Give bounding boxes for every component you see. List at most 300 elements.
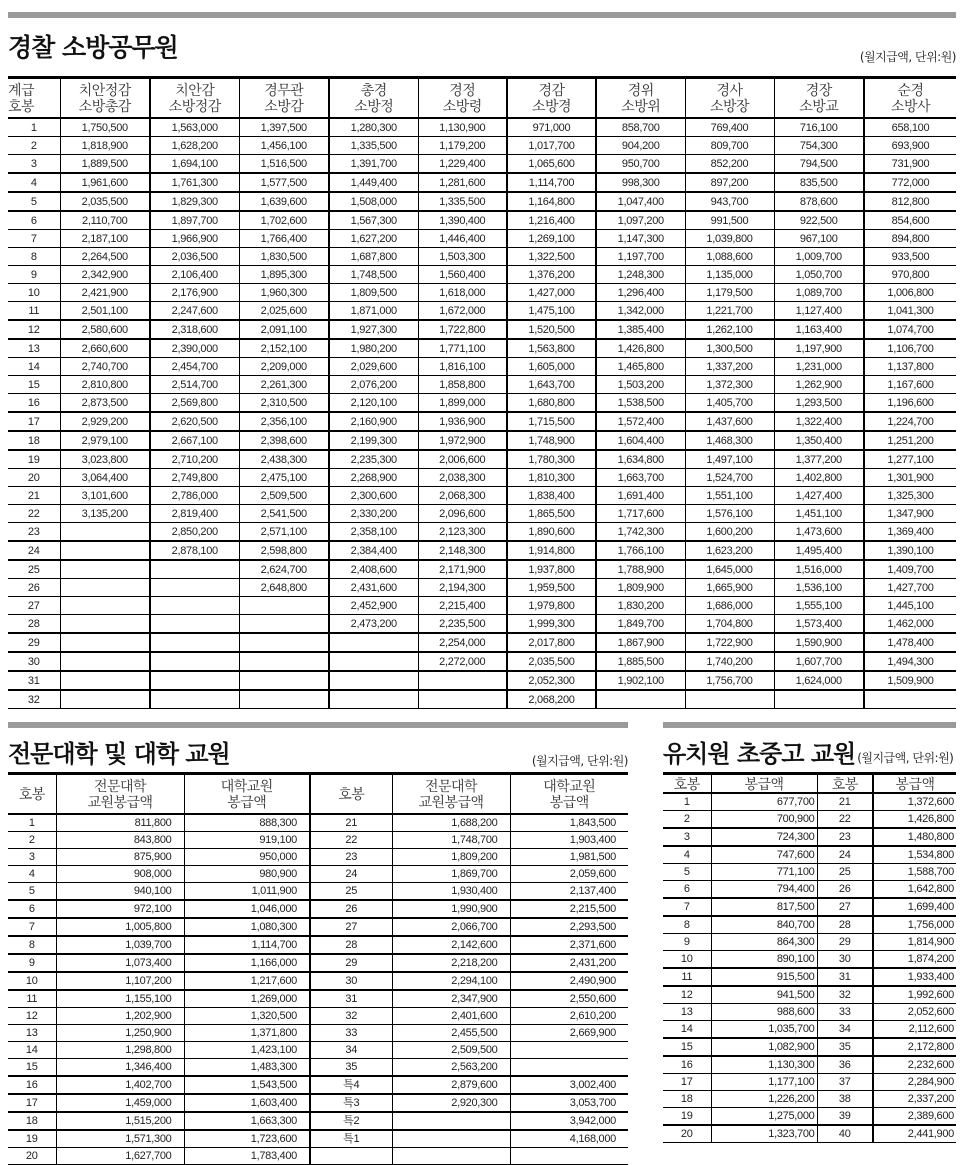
column-header: 호봉 [817, 774, 873, 794]
step-cell: 2 [663, 811, 711, 829]
column-header-line: 전문대학 [424, 778, 478, 794]
salary-cell: 2,873,500 [60, 394, 150, 413]
salary-cell: 2,059,600 [510, 866, 628, 883]
step-cell: 23 [817, 828, 873, 846]
salary-cell: 1,293,500 [774, 394, 864, 413]
table-row [663, 1125, 956, 1143]
salary-cell: 1,783,400 [184, 1148, 310, 1165]
salary-cell [239, 652, 329, 671]
table-row [8, 900, 628, 918]
salary-cell [329, 671, 418, 690]
step-cell: 34 [310, 1042, 392, 1059]
salary-cell: 2,452,900 [329, 597, 418, 615]
column-header-line: 총경 [360, 82, 387, 98]
salary-cell: 2,648,800 [239, 579, 329, 597]
salary-cell: 1,494,300 [864, 652, 956, 671]
salary-cell: 904,200 [596, 137, 685, 155]
salary-cell [510, 1042, 628, 1059]
table-row [8, 1130, 628, 1148]
salary-cell: 1,269,000 [184, 990, 310, 1008]
salary-cell: 1,073,400 [56, 954, 184, 972]
salary-cell: 1,377,200 [774, 450, 864, 469]
salary-cell: 1,849,700 [596, 615, 685, 634]
salary-cell: 1,163,400 [774, 320, 864, 339]
salary-cell: 3,101,600 [60, 487, 150, 505]
table-row [8, 302, 956, 321]
table-header-row [663, 774, 956, 794]
column-header [60, 78, 150, 119]
salary-cell: 2,310,500 [239, 394, 329, 413]
salary-cell: 1,830,200 [596, 597, 685, 615]
step-cell: 17 [8, 412, 60, 431]
salary-cell: 991,500 [685, 211, 774, 230]
step-cell: 특2 [310, 1112, 392, 1130]
salary-cell [150, 671, 239, 690]
salary-cell: 1,226,200 [711, 1091, 817, 1108]
salary-cell: 1,147,300 [596, 230, 685, 248]
salary-cell: 1,177,100 [711, 1074, 817, 1091]
salary-cell: 1,347,900 [864, 505, 956, 523]
step-cell: 24 [310, 866, 392, 883]
salary-cell: 1,623,200 [685, 541, 774, 560]
salary-cell: 794,500 [774, 155, 864, 174]
unit-note: (월지급액, 단위:원) [857, 751, 954, 765]
table-row [8, 376, 956, 394]
salary-cell: 1,642,800 [873, 881, 956, 899]
step-cell: 5 [8, 192, 60, 211]
step-cell: 28 [817, 916, 873, 934]
salary-cell [60, 560, 150, 579]
step-cell: 13 [663, 1004, 711, 1021]
step-cell: 31 [8, 671, 60, 690]
salary-cell: 1,325,300 [864, 487, 956, 505]
salary-cell: 1,322,500 [507, 248, 596, 266]
salary-cell: 2,091,100 [239, 320, 329, 339]
salary-cell [239, 597, 329, 615]
column-header [184, 774, 310, 815]
salary-cell: 2,029,600 [329, 358, 418, 376]
salary-cell: 1,895,300 [239, 266, 329, 284]
step-cell: 17 [663, 1074, 711, 1091]
step-cell: 27 [310, 918, 392, 936]
salary-cell: 843,800 [56, 832, 184, 849]
salary-cell: 950,000 [184, 849, 310, 866]
step-cell: 16 [663, 1056, 711, 1074]
salary-cell: 1,088,600 [685, 248, 774, 266]
salary-cell: 2,356,100 [239, 412, 329, 431]
step-cell: 10 [663, 951, 711, 969]
column-header-line: 교원봉급액 [418, 794, 484, 810]
step-cell: 3 [8, 155, 60, 174]
salary-cell: 1,999,300 [507, 615, 596, 634]
salary-cell: 1,543,500 [184, 1076, 310, 1094]
salary-cell: 2,068,200 [507, 690, 596, 709]
table-row [663, 1108, 956, 1126]
salary-cell: 1,628,200 [150, 137, 239, 155]
step-cell: 4 [663, 846, 711, 864]
salary-cell: 1,588,700 [873, 864, 956, 881]
salary-cell: 2,112,600 [873, 1021, 956, 1039]
salary-cell: 1,750,500 [60, 118, 150, 137]
salary-cell: 1,981,500 [510, 849, 628, 866]
salary-cell: 2,318,600 [150, 320, 239, 339]
column-header-line: 치안정감 [78, 82, 131, 98]
step-cell: 19 [8, 1130, 56, 1148]
section-top-bar [663, 722, 956, 728]
step-cell: 31 [817, 968, 873, 986]
salary-cell: 769,400 [685, 118, 774, 137]
salary-cell: 2,979,100 [60, 431, 150, 450]
salary-cell: 933,500 [864, 248, 956, 266]
table-row [663, 1004, 956, 1021]
salary-cell [329, 690, 418, 709]
salary-cell: 1,600,200 [685, 523, 774, 542]
salary-cell: 1,516,500 [239, 155, 329, 174]
salary-cell: 2,749,800 [150, 469, 239, 487]
salary-cell: 2,120,100 [329, 394, 418, 413]
table-row [663, 1021, 956, 1039]
table-row [8, 358, 956, 376]
table-row [8, 814, 628, 832]
university-salary-table [8, 772, 628, 1165]
salary-cell: 1,296,400 [596, 284, 685, 302]
step-cell: 13 [8, 1025, 56, 1042]
salary-cell [60, 615, 150, 634]
step-cell: 22 [8, 505, 60, 523]
table-row [663, 793, 956, 811]
salary-cell [329, 633, 418, 652]
salary-cell: 2,347,900 [392, 990, 510, 1008]
salary-cell: 864,300 [711, 934, 817, 951]
step-cell: 12 [663, 986, 711, 1004]
salary-cell: 1,155,100 [56, 990, 184, 1008]
salary-cell: 2,215,400 [418, 597, 507, 615]
salary-cell: 724,300 [711, 828, 817, 846]
salary-cell: 1,691,400 [596, 487, 685, 505]
salary-cell [596, 690, 685, 709]
table-row [663, 811, 956, 829]
step-cell: 9 [663, 934, 711, 951]
salary-cell: 1,080,300 [184, 918, 310, 936]
salary-cell: 1,702,600 [239, 211, 329, 230]
salary-cell: 2,215,500 [510, 900, 628, 918]
salary-cell [60, 541, 150, 560]
table-row [8, 690, 956, 709]
step-cell: 29 [817, 934, 873, 951]
salary-cell: 1,508,000 [329, 192, 418, 211]
table-row [663, 828, 956, 846]
table-row [663, 986, 956, 1004]
salary-cell: 2,293,500 [510, 918, 628, 936]
salary-cell: 2,235,500 [418, 615, 507, 634]
salary-cell: 2,358,100 [329, 523, 418, 542]
step-cell: 28 [310, 936, 392, 954]
salary-cell: 2,106,400 [150, 266, 239, 284]
step-cell: 36 [817, 1056, 873, 1074]
step-cell: 1 [663, 793, 711, 811]
salary-cell: 817,500 [711, 898, 817, 916]
step-cell: 12 [8, 320, 60, 339]
salary-cell: 2,218,200 [392, 954, 510, 972]
salary-cell: 2,254,000 [418, 633, 507, 652]
step-cell: 4 [8, 866, 56, 883]
salary-cell: 1,680,800 [507, 394, 596, 413]
step-cell: 2 [8, 832, 56, 849]
salary-cell: 1,715,500 [507, 412, 596, 431]
salary-cell: 1,451,100 [774, 505, 864, 523]
salary-cell [239, 615, 329, 634]
salary-cell: 1,130,900 [418, 118, 507, 137]
column-header: 봉급액 [873, 774, 956, 794]
salary-cell: 1,475,100 [507, 302, 596, 321]
salary-cell: 1,391,700 [329, 155, 418, 174]
salary-cell: 1,788,900 [596, 560, 685, 579]
salary-cell: 2,441,900 [873, 1125, 956, 1143]
salary-cell: 2,509,500 [392, 1042, 510, 1059]
salary-cell: 998,300 [596, 173, 685, 192]
salary-cell: 1,563,000 [150, 118, 239, 137]
column-header: 봉급액 [711, 774, 817, 794]
column-header-line: 교원봉급액 [87, 794, 153, 810]
salary-cell: 2,624,700 [239, 560, 329, 579]
table-row [663, 1091, 956, 1108]
column-header-line: 치안감 [175, 82, 215, 98]
salary-cell [329, 652, 418, 671]
table-row [663, 864, 956, 881]
salary-cell: 2,052,300 [507, 671, 596, 690]
salary-cell: 2,384,400 [329, 541, 418, 560]
salary-cell: 772,000 [864, 173, 956, 192]
column-header-line: 대학교원 [220, 778, 273, 794]
salary-cell: 2,669,900 [510, 1025, 628, 1042]
salary-cell: 1,323,700 [711, 1125, 817, 1143]
salary-cell [60, 652, 150, 671]
table-row [8, 972, 628, 990]
column-header-line: 봉급액 [549, 794, 589, 810]
salary-cell: 1,376,200 [507, 266, 596, 284]
salary-cell: 1,603,400 [184, 1094, 310, 1112]
step-cell: 특3 [310, 1094, 392, 1112]
step-cell: 29 [8, 633, 60, 652]
step-cell: 24 [817, 846, 873, 864]
column-header-line: 소방교 [799, 98, 839, 114]
salary-cell: 1,196,600 [864, 394, 956, 413]
salary-cell: 1,722,900 [685, 633, 774, 652]
salary-cell: 2,232,600 [873, 1056, 956, 1074]
salary-cell: 2,035,500 [507, 652, 596, 671]
step-cell: 14 [663, 1021, 711, 1039]
salary-cell: 1,280,300 [329, 118, 418, 137]
section-top-bar [8, 722, 628, 728]
salary-cell: 2,337,200 [873, 1091, 956, 1108]
salary-cell: 716,100 [774, 118, 864, 137]
salary-cell: 2,620,500 [150, 412, 239, 431]
salary-cell: 1,202,900 [56, 1008, 184, 1025]
salary-cell: 1,269,100 [507, 230, 596, 248]
table-row [8, 487, 956, 505]
salary-cell: 1,509,900 [864, 671, 956, 690]
school-salary-table [663, 772, 956, 1143]
salary-cell: 1,301,900 [864, 469, 956, 487]
salary-cell: 1,838,400 [507, 487, 596, 505]
column-header [8, 774, 56, 815]
salary-cell: 1,810,300 [507, 469, 596, 487]
salary-cell: 1,871,000 [329, 302, 418, 321]
step-cell: 11 [8, 302, 60, 321]
table-row [8, 883, 628, 901]
salary-cell: 1,960,300 [239, 284, 329, 302]
step-cell: 4 [8, 173, 60, 192]
step-cell: 6 [663, 881, 711, 899]
salary-cell: 2,300,600 [329, 487, 418, 505]
salary-cell [60, 671, 150, 690]
salary-cell: 1,320,500 [184, 1008, 310, 1025]
salary-cell: 840,700 [711, 916, 817, 934]
step-cell: 8 [663, 916, 711, 934]
salary-cell: 1,107,200 [56, 972, 184, 990]
salary-cell: 1,686,000 [685, 597, 774, 615]
salary-cell: 1,017,700 [507, 137, 596, 155]
salary-cell: 1,427,400 [774, 487, 864, 505]
section-title-text: 유치원 초중고 교원 [663, 740, 856, 768]
salary-cell: 1,216,400 [507, 211, 596, 230]
step-cell: 18 [8, 431, 60, 450]
salary-cell: 1,423,100 [184, 1042, 310, 1059]
column-header-line: 호봉 [18, 786, 45, 802]
step-cell: 특1 [310, 1130, 392, 1148]
salary-cell: 1,402,700 [56, 1076, 184, 1094]
salary-cell: 1,130,300 [711, 1056, 817, 1074]
salary-cell: 2,066,700 [392, 918, 510, 936]
salary-cell: 2,878,100 [150, 541, 239, 560]
salary-cell: 1,699,400 [873, 898, 956, 916]
salary-cell: 2,194,300 [418, 579, 507, 597]
salary-cell: 2,509,500 [239, 487, 329, 505]
salary-cell: 2,038,300 [418, 469, 507, 487]
salary-cell: 1,902,100 [596, 671, 685, 690]
table-row [8, 1112, 628, 1130]
salary-cell: 1,524,700 [685, 469, 774, 487]
salary-cell: 1,756,700 [685, 671, 774, 690]
salary-cell: 2,610,200 [510, 1008, 628, 1025]
salary-cell: 1,082,900 [711, 1038, 817, 1056]
table-row [8, 137, 956, 155]
step-cell: 14 [8, 358, 60, 376]
salary-cell: 1,006,800 [864, 284, 956, 302]
salary-cell: 3,135,200 [60, 505, 150, 523]
salary-cell: 1,495,400 [774, 541, 864, 560]
salary-cell: 1,335,500 [329, 137, 418, 155]
salary-cell: 2,199,300 [329, 431, 418, 450]
salary-cell: 3,942,000 [510, 1112, 628, 1130]
salary-cell: 1,761,300 [150, 173, 239, 192]
salary-cell: 2,068,300 [418, 487, 507, 505]
salary-cell: 1,858,800 [418, 376, 507, 394]
step-cell: 15 [8, 376, 60, 394]
salary-cell: 1,041,300 [864, 302, 956, 321]
salary-cell: 2,667,100 [150, 431, 239, 450]
salary-cell: 3,053,700 [510, 1094, 628, 1112]
salary-cell [150, 560, 239, 579]
table-row [8, 320, 956, 339]
salary-cell: 1,665,900 [685, 579, 774, 597]
table-row [8, 849, 628, 866]
salary-cell: 1,867,900 [596, 633, 685, 652]
salary-cell: 2,006,600 [418, 450, 507, 469]
salary-cell: 812,800 [864, 192, 956, 211]
column-header-line: 전문대학 [93, 778, 147, 794]
salary-cell: 972,100 [56, 900, 184, 918]
salary-cell: 1,814,900 [873, 934, 956, 951]
step-cell: 32 [817, 986, 873, 1004]
salary-cell: 1,390,400 [418, 211, 507, 230]
salary-cell: 1,503,300 [418, 248, 507, 266]
unit-note: (월지급액, 단위:원) [859, 50, 956, 64]
step-cell: 39 [817, 1108, 873, 1126]
salary-cell: 1,560,400 [418, 266, 507, 284]
salary-cell: 2,142,600 [392, 936, 510, 954]
salary-cell: 731,900 [864, 155, 956, 174]
step-cell: 37 [817, 1074, 873, 1091]
salary-cell: 1,402,800 [774, 469, 864, 487]
salary-cell [392, 1148, 510, 1165]
table-row [663, 968, 956, 986]
column-header-line: 소방경 [531, 98, 572, 114]
university-faculty-salary-section [8, 722, 628, 1165]
salary-cell: 2,172,800 [873, 1038, 956, 1056]
salary-cell [510, 1148, 628, 1165]
salary-cell: 2,929,200 [60, 412, 150, 431]
step-cell: 3 [663, 828, 711, 846]
salary-cell: 919,100 [184, 832, 310, 849]
salary-cell: 1,039,800 [685, 230, 774, 248]
table-row [8, 954, 628, 972]
school-teacher-salary-section [663, 722, 956, 1143]
salary-cell: 1,229,400 [418, 155, 507, 174]
column-header-line: 계급 [8, 82, 35, 98]
salary-cell: 1,723,600 [184, 1130, 310, 1148]
salary-cell: 878,600 [774, 192, 864, 211]
salary-cell: 2,571,100 [239, 523, 329, 542]
salary-cell: 971,000 [507, 118, 596, 137]
step-cell: 7 [663, 898, 711, 916]
salary-cell: 1,829,300 [150, 192, 239, 211]
salary-cell: 835,500 [774, 173, 864, 192]
salary-cell: 2,580,600 [60, 320, 150, 339]
salary-cell: 1,197,700 [596, 248, 685, 266]
salary-cell: 1,097,200 [596, 211, 685, 230]
salary-cell: 2,879,600 [392, 1076, 510, 1094]
salary-cell: 1,903,400 [510, 832, 628, 849]
salary-cell: 2,264,500 [60, 248, 150, 266]
table-row [663, 1056, 956, 1074]
salary-cell: 2,148,300 [418, 541, 507, 560]
step-cell: 33 [817, 1004, 873, 1021]
salary-cell: 3,002,400 [510, 1076, 628, 1094]
salary-cell: 2,035,500 [60, 192, 150, 211]
table-row [8, 1042, 628, 1059]
salary-cell [60, 579, 150, 597]
column-header [418, 78, 507, 119]
salary-cell: 1,643,700 [507, 376, 596, 394]
salary-cell: 1,563,800 [507, 339, 596, 358]
salary-cell: 1,515,200 [56, 1112, 184, 1130]
salary-cell [150, 597, 239, 615]
salary-cell: 2,052,600 [873, 1004, 956, 1021]
salary-cell [392, 1112, 510, 1130]
salary-cell: 1,869,700 [392, 866, 510, 883]
column-header [685, 78, 774, 119]
